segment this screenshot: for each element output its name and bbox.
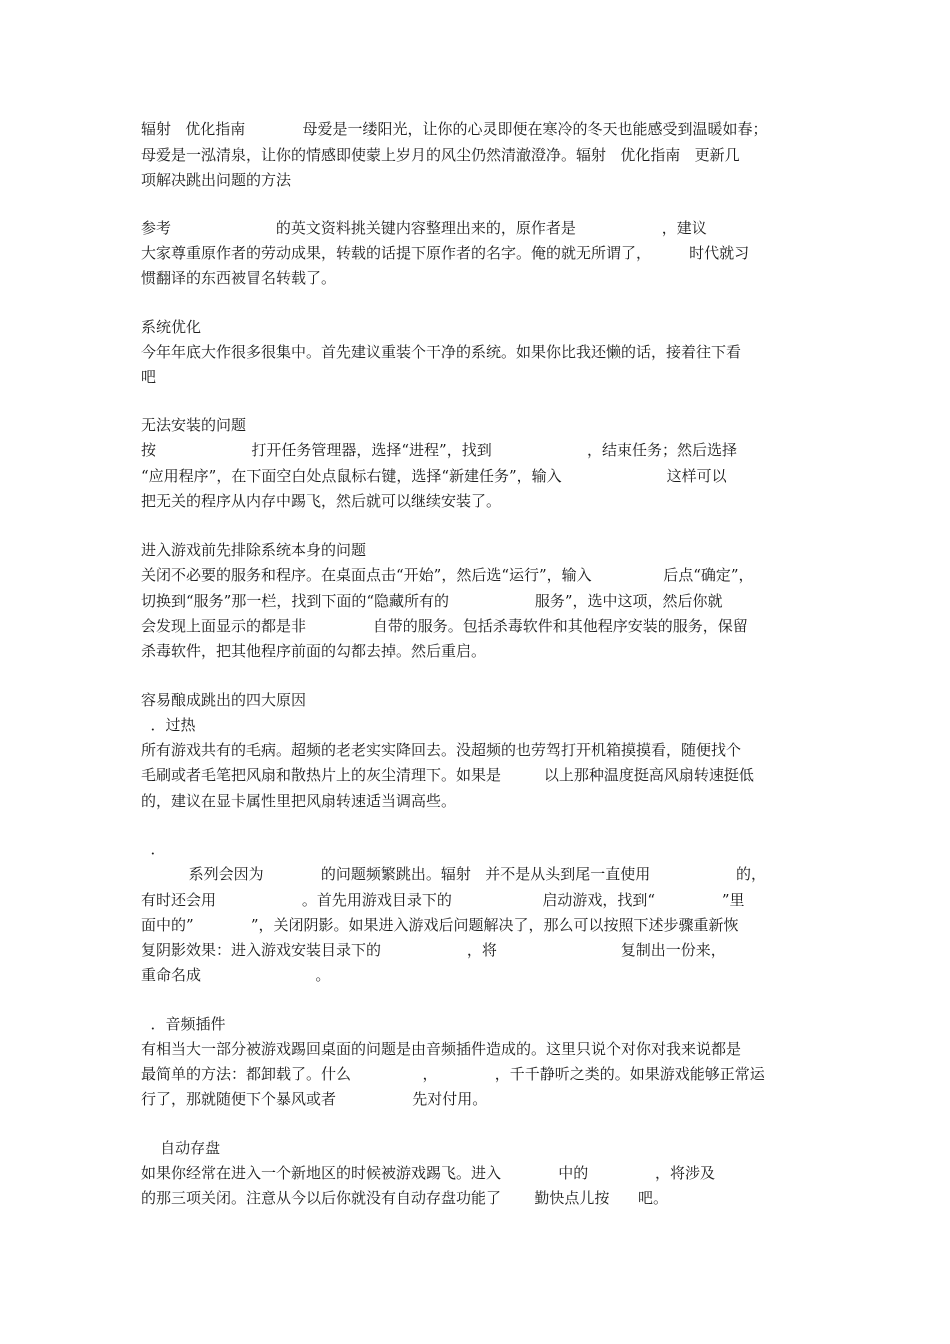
text-line: 母爱是一泓清泉，让你的情感即使蒙上岁月的风尘仍然清澈澄净。辐射 优化指南 更新几 bbox=[141, 146, 740, 164]
text-line: 把无关的程序从内存中踢飞，然后就可以继续安装了。 bbox=[141, 492, 502, 510]
text-line: 吧 bbox=[141, 368, 157, 386]
section-heading: 系统优化 bbox=[141, 318, 202, 336]
text-line: 的那三项关闭。注意从今以后你就没有自动存盘功能了 勤快点儿按 吧。 bbox=[141, 1189, 668, 1207]
text-line: 如果你经常在进入一个新地区的时候被游戏踢飞。进入 中的 ，将涉及 bbox=[141, 1164, 715, 1182]
text-line: 行了，那就随便下个暴风或者 先对付用。 bbox=[141, 1090, 488, 1108]
text-line: 重命名成 。 bbox=[141, 966, 331, 984]
section-heading: 进入游戏前先排除系统本身的问题 bbox=[141, 541, 367, 559]
text-line: 复阴影效果：进入游戏安装目录下的 ，将 复制出一份来， bbox=[141, 941, 726, 959]
section-heading: 无法安装的问题 bbox=[141, 416, 247, 434]
subsection-heading: ．过热 bbox=[141, 716, 196, 734]
text-line: 杀毒软件，把其他程序前面的勾都去掉。然后重启。 bbox=[141, 642, 487, 660]
text-line: 有相当大一部分被游戏踢回桌面的问题是由音频插件造成的。这里只说个对你对我来说都是 bbox=[141, 1040, 742, 1058]
text-line: 今年年底大作很多很集中。首先建议重装个干净的系统。如果你比我还懒的话，接着往下看 bbox=[141, 343, 742, 361]
text-line: 系列会因为 的问题频繁跳出。辐射 并不是从头到尾一直使用 的， bbox=[141, 865, 767, 883]
text-line: 面中的” ”，关闭阴影。如果进入游戏后问题解决了，那么可以按照下述步骤重新恢 bbox=[141, 916, 739, 934]
subsection-heading: ．音频插件 bbox=[141, 1015, 226, 1033]
text-line: 辐射 优化指南 母爱是一缕阳光，让你的心灵即便在寒冷的冬天也能感受到温暖如春； bbox=[141, 120, 768, 138]
text-line: 大家尊重原作者的劳动成果，转载的话提下原作者的名字。俺的就无所谓了， 时代就习 bbox=[141, 244, 750, 262]
text-line: 所有游戏共有的毛病。超频的老老实实降回去。没超频的也劳驾打开机箱摸摸看，随便找个 bbox=[141, 741, 742, 759]
text-line: 毛刷或者毛笔把风扇和散热片上的灰尘清理下。如果是 以上那种温度挺高风扇转速挺低 bbox=[141, 766, 754, 784]
text-line: “应用程序”，在下面空白处点鼠标右键，选择“新建任务”，输入 这样可以 bbox=[141, 467, 727, 485]
text-line: 关闭不必要的服务和程序。在桌面点击“开始”，然后选“运行”，输入 后点“确定”， bbox=[141, 566, 754, 584]
text-line: 会发现上面显示的都是非 自带的服务。包括杀毒软件和其他程序安装的服务，保留 bbox=[141, 617, 748, 635]
text-line: 有时还会用 。首先用游戏目录下的 启动游戏，找到“ ”里 bbox=[141, 891, 745, 909]
section-heading: 容易酿成跳出的四大原因 bbox=[141, 691, 307, 709]
text-line: 切换到“服务”那一栏，找到下面的“隐藏所有的 服务”，选中这项，然后你就 bbox=[141, 592, 723, 610]
text-line: 项解决跳出问题的方法 bbox=[141, 171, 292, 189]
text-line: 按 打开任务管理器，选择“进程”，找到 ，结束任务；然后选择 bbox=[141, 441, 738, 459]
text-line: 最简单的方法：都卸载了。什么 ， ，千千静听之类的。如果游戏能够正常运 bbox=[141, 1065, 765, 1083]
text-line: 的，建议在显卡属性里把风扇转速适当调高些。 bbox=[141, 792, 457, 810]
subsection-heading: 自动存盘 bbox=[141, 1139, 221, 1157]
text-line: 惯翻译的东西被冒名转载了。 bbox=[141, 269, 337, 287]
text-line: 参考 的英文资料挑关键内容整理出来的，原作者是 ，建议 bbox=[141, 219, 707, 237]
subsection-heading: ． bbox=[141, 840, 166, 858]
